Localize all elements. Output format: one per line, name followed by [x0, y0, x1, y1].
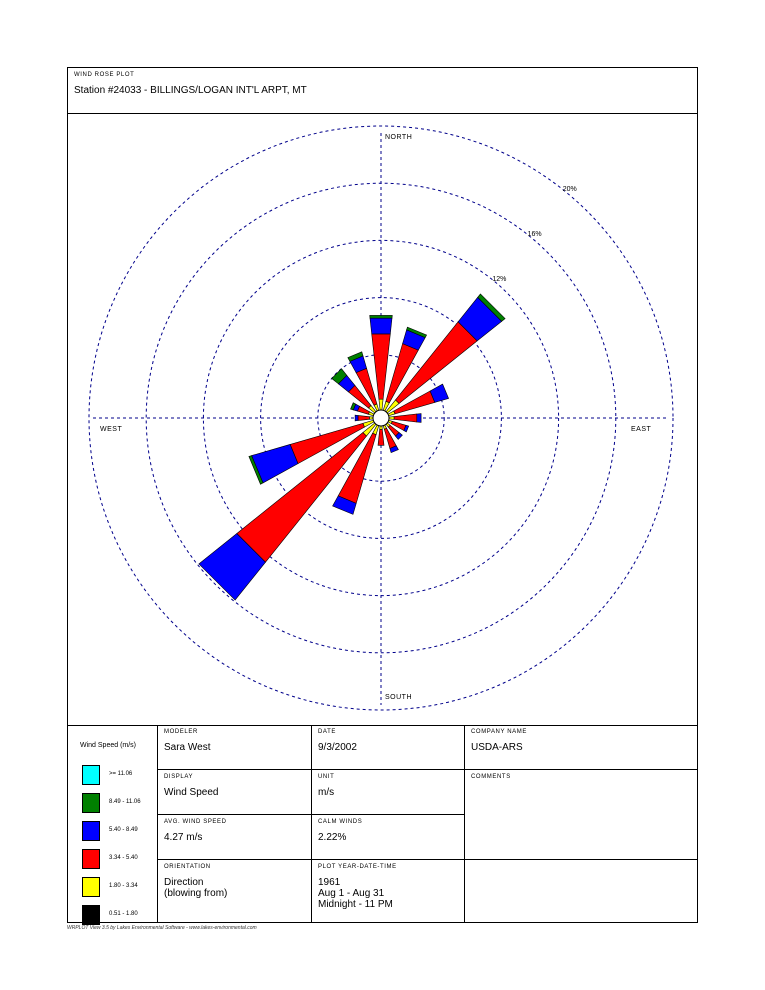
petal-segment: [378, 430, 384, 446]
east-label: EAST: [631, 426, 652, 433]
ring-label: 20%: [562, 185, 577, 193]
date-label: DATE: [318, 729, 336, 735]
legend-swatch: [82, 849, 100, 869]
legend-label: 5.40 - 8.49: [109, 827, 138, 833]
orientation-label: ORIENTATION: [164, 864, 211, 870]
south-label: SOUTH: [385, 694, 412, 701]
ring-label: 16%: [527, 230, 542, 238]
legend-label: 0.51 - 1.80: [109, 911, 138, 917]
period-cell: [312, 860, 464, 922]
north-label: NORTH: [385, 134, 413, 141]
period-time: Midnight - 11 PM: [318, 899, 393, 910]
company-value: USDA-ARS: [471, 742, 523, 753]
petal-segment: [370, 315, 393, 318]
legend-swatch: [82, 905, 100, 925]
wind-rose-plot-area: [68, 113, 697, 726]
unit-label: UNIT: [318, 774, 335, 780]
info-table: [68, 725, 697, 922]
modeler-value: Sara West: [164, 742, 211, 753]
plot-header: [68, 68, 697, 114]
avg-speed-value: 4.27 m/s: [164, 832, 203, 843]
date-cell: [312, 725, 464, 769]
avg-speed-label: AVG. WIND SPEED: [164, 819, 227, 825]
petal-segment: [355, 415, 358, 421]
modeler-cell: [158, 725, 311, 769]
wind-rose-sheet: [67, 67, 698, 923]
display-value: Wind Speed: [164, 787, 219, 798]
legend-swatch: [82, 765, 100, 785]
station-title: Station #24033 - BILLINGS/LOGAN INT'L ARPT, MT: [74, 85, 307, 96]
display-cell: [158, 770, 311, 814]
orientation-line-2: (blowing from): [164, 888, 228, 899]
petal-segment: [394, 414, 417, 422]
wind-rose-chart: [68, 113, 697, 725]
orientation-value: [164, 877, 227, 899]
orientation-line-1: Direction: [164, 877, 204, 888]
petal-segment: [358, 416, 369, 421]
period-year: 1961: [318, 877, 341, 888]
orientation-cell: [158, 860, 311, 922]
comments-cell: [465, 770, 697, 859]
period-dates: Aug 1 - Aug 31: [318, 888, 385, 899]
legend-label: 1.80 - 3.34: [109, 883, 138, 889]
date-value: 9/3/2002: [318, 742, 357, 753]
modeler-label: MODELER: [164, 729, 198, 735]
ring-label: 12%: [492, 276, 507, 284]
legend-label: 8.49 - 11.06: [109, 799, 141, 805]
calm-winds-cell: [312, 815, 464, 859]
legend-swatch: [82, 877, 100, 897]
company-cell: [465, 725, 697, 769]
legend-title: Wind Speed (m/s): [80, 742, 137, 749]
plot-type-label: WIND ROSE PLOT: [74, 72, 135, 78]
legend-swatch: [82, 793, 100, 813]
company-label: COMPANY NAME: [471, 729, 527, 735]
unit-cell: [312, 770, 464, 814]
period-value: [318, 877, 393, 910]
legend-label: >= 11.06: [109, 771, 133, 777]
legend-swatch: [82, 821, 100, 841]
calm-winds-label: CALM WINDS: [318, 819, 363, 825]
petal-segment: [417, 414, 421, 423]
petal-segment: [372, 334, 391, 399]
west-label: WEST: [100, 426, 123, 433]
avg-speed-cell: [158, 815, 311, 859]
calm-winds-value: 2.22%: [318, 832, 347, 843]
software-credit: WRPLOT View 3.5 by Lakes Environmental Software - www.lakes-environmental.com: [67, 925, 257, 931]
comments-label: COMMENTS: [471, 774, 511, 780]
period-label: PLOT YEAR-DATE-TIME: [318, 864, 397, 870]
petal-segment: [370, 318, 392, 334]
legend-label: 3.34 - 5.40: [109, 855, 138, 861]
unit-value: m/s: [318, 787, 335, 798]
display-label: DISPLAY: [164, 774, 194, 780]
calm-circle: [373, 410, 389, 426]
